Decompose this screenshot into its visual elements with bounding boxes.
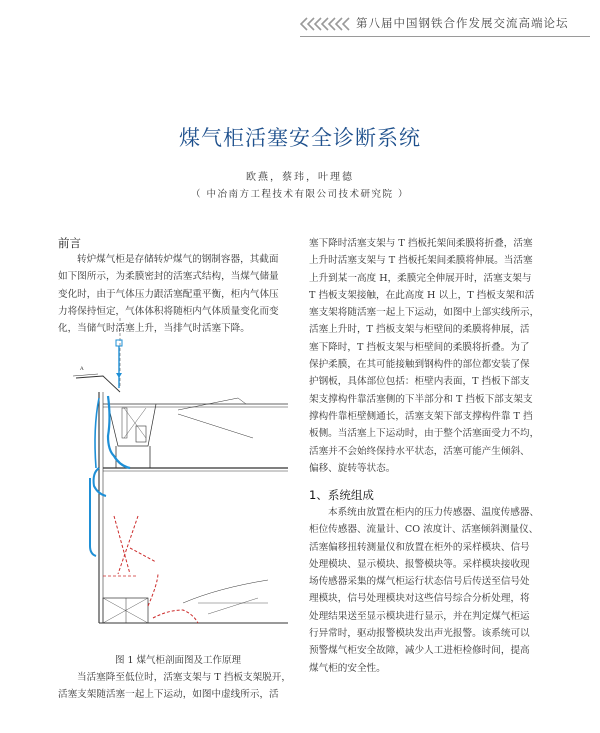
text-line: 活塞偏移扭转测量仪和放置在柜外的采样模块、信号: [309, 541, 530, 553]
paper-affiliation: （ 中冶南方工程技术有限公司技术研究院 ）: [190, 189, 410, 200]
header-divider: [300, 36, 590, 37]
paper-title: 煤气柜活塞安全诊断系统: [179, 126, 421, 150]
text-line: 煤气柜的安全性。: [309, 662, 386, 674]
text-line: 架支撑构件靠活塞侧的下半部分和 T 挡板下部支架支: [309, 393, 533, 405]
text-line: 活塞并不会始终保持水平状态，活塞可能产生倾斜、: [309, 445, 530, 457]
right-column-continuation: [309, 235, 549, 477]
text-line: 上升到某一高度 H，柔膜完全伸展开时，活塞支架与: [309, 272, 532, 284]
text-line: 处理模块、显示模块、报警模块等。采样模块接收现: [309, 558, 530, 570]
text-line: 板侧。当活塞上下运动时，由于整个活塞面受力不均，: [309, 428, 540, 440]
text-line: 化，当储气时活塞上升，当排气时活塞下降。: [58, 323, 250, 335]
text-line: 保护柔膜，在其可能接触到钢构件的部位都安装了保: [309, 359, 530, 371]
paper-authors: 欧燕，蔡玮，叶理德: [246, 172, 354, 183]
text-line: 活塞支架随活塞一起上下运动，如图中虚线所示，活: [58, 689, 279, 701]
text-line: 本系统由放置在柜内的压力传感器、温度传感器、: [328, 507, 540, 518]
text-line: 柜位传感器、流量计、CO 浓度计、活塞倾斜测量仪、: [309, 524, 539, 536]
text-line: 如下图所示，为柔膜密封的活塞式结构，当煤气储量: [58, 271, 279, 283]
text-line: 理模块，信号处理模块对这些信号综合分析处理，将: [309, 593, 530, 605]
text-line: 转炉煤气柜是存储转炉煤气的钢制容器，其截面: [77, 254, 279, 265]
text-line: T 挡板支架接触，在此高度 H 以上，T 挡板支架和活: [309, 289, 535, 301]
right-column-system: [309, 504, 549, 677]
figure-caption: 图 1 煤气柜剖面图及工作原理: [114, 655, 242, 666]
text-line: 场传感器采集的煤气柜运行状态信号后传送至信号处: [309, 576, 530, 588]
text-line: 上升时活塞支架与 T 挡板托架间柔膜将伸展。当活塞: [309, 255, 533, 267]
section-heading-preface: 前言: [58, 236, 81, 250]
text-line: 护钢板，具体部位包括：柜壁内表面，T 挡板下部支: [309, 376, 530, 388]
section-heading-system: 1、系统组成: [309, 488, 374, 502]
left-column-after-figure: [58, 669, 298, 704]
page-header: [300, 14, 590, 36]
text-line: 行异常时，驱动报警模块发出声光报警。该系统可以: [309, 628, 530, 640]
text-line: 力将保持恒定，气体体积将随柜内气体质量变化而变: [58, 305, 279, 317]
text-line: 偏移、旋转等状态。: [309, 462, 396, 474]
text-line: 撑构件靠柜壁侧通长，活塞支架下部支撑构件靠 T 挡: [309, 410, 533, 422]
text-line: 变化时，由于气体压力跟活塞配重平衡，柜内气体压: [58, 288, 279, 300]
text-line: 当活塞降至低位时，活塞支架与 T 挡板支架脱开，: [77, 672, 291, 683]
gas-holder-section-figure: [58, 318, 298, 650]
svg-text:A: A: [80, 366, 84, 372]
text-line: 活塞上升时，T 挡板支架与柜壁间的柔膜将伸展，活: [309, 324, 530, 336]
header-title: 第八届中国钢铁合作发展交流高端论坛: [356, 16, 569, 30]
chevron-decoration-icon: [300, 16, 352, 32]
text-line: 预警煤气柜安全故障，减少人工进柜检修时间，提高: [309, 645, 530, 657]
text-line: 塞下降时活塞支架与 T 挡板托架间柔膜将折叠，活塞: [309, 238, 533, 249]
text-line: 塞支架将随活塞一起上下运动，如图中上部实线所示，: [309, 307, 540, 319]
text-line: 处理结果送至显示模块进行显示，并在判定煤气柜运: [309, 610, 530, 622]
text-line: 塞下降时，T 挡板支架与柜壁间的柔膜将折叠。为了: [309, 341, 530, 353]
